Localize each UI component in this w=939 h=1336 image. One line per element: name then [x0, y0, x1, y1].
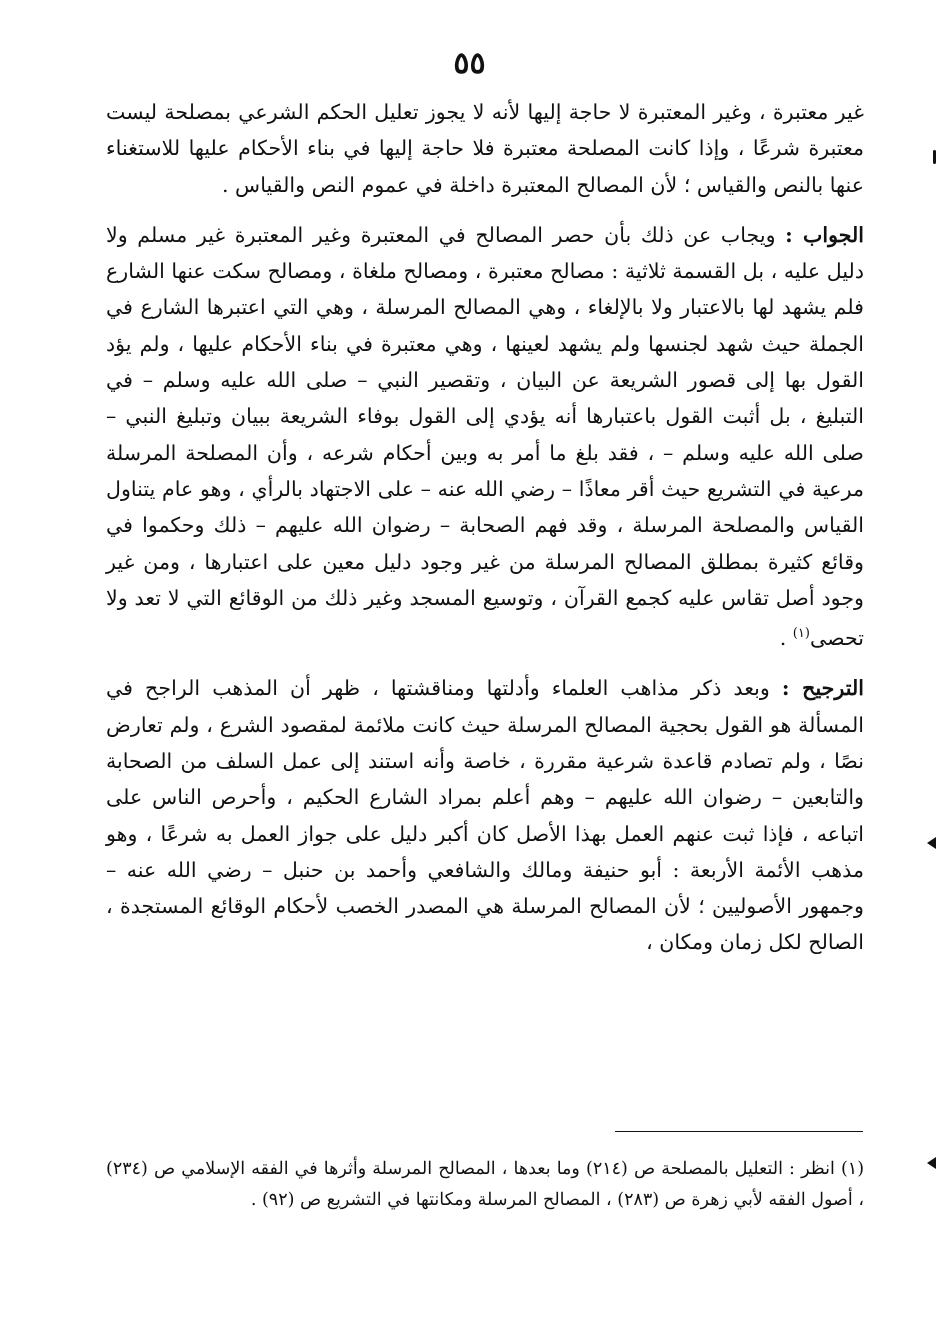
paragraph-gap	[106, 656, 864, 670]
page-number: ٥٥	[453, 46, 486, 81]
paragraph-preference	[106, 670, 864, 960]
paragraph-text: ويجاب عن ذلك بأن حصر المصالح في المعتبرة وغير المعتبرة غير مسلم ولا دليل عليه ، بل القسمة ثلاثية : مصالح معتبرة ، ومصالح ملغاة ، ومصالح سكت عنها الشارع فلم يشهد لها بالاعتبار ولا بالإلغاء ، وهي المصالح المرسلة ، وهي التي اعتبرها الشارع في الجملة حيث شهد لجنسها ولم يشهد لعينها ، وهي معتبرة في بناء الأحكام عليها ، ولم يؤد القول بها إلى قصور الشريعة عن البيان ، وتقصير النبي – صلى الله عليه وسلم – في التبليغ ، بل أثبت القول باعتبارها أنه يؤدي إلى القول بوفاء الشريعة ببيان وتبليغ النبي – صلى الله عليه وسلم – ، فقد بلغ ما أمر به وبين أحكام شرعه ، وأن المصلحة المرسلة مرعية في التشريع حيث أقر معاذًا – رضي الله عنه – على الاجتهاد بالرأي ، وهو عام يتناول القياس والمصلحة المرسلة ، وقد فهم الصحابة – رضوان الله عليهم – ذلك وحكموا في وقائع كثيرة بمطلق المصالح المرسلة من غير وجود دليل معين على اعتبارها ، ومن غير وجود أصل تقاس عليه كجمع القرآن ، وتوسيع المسجد وغير ذلك من الوقائع التي لا تعد ولا تحصى	[106, 222, 864, 651]
paragraph-tail: .	[779, 626, 793, 651]
preference-heading: الترجيح :	[781, 676, 864, 701]
paragraph-text: غير معتبرة ، وغير المعتبرة لا حاجة إليها لأنه لا يجوز تعليل الحكم الشرعي بمصلحة ليست معتبرة شرعًا ، وإذا كانت المصلحة معتبرة فلا حاجة إليها في بناء الأحكام عليها للاستغناء عنها بالنص والقياس ؛ لأن المصالح المعتبرة داخلة في عموم النص والقياس .	[106, 100, 864, 197]
footnote-reference[interactable]: (١)	[792, 626, 810, 642]
paragraph-answer	[106, 217, 864, 656]
main-text	[106, 94, 864, 961]
footnotes	[106, 1154, 864, 1216]
scan-edge-mark	[933, 150, 936, 164]
scan-margin-arrow-icon	[927, 837, 936, 849]
footnote-divider	[615, 1131, 863, 1132]
paragraph-text: وبعد ذكر مذاهب العلماء وأدلتها ومناقشتها ، ظهر أن المذهب الراجح في المسألة هو القول بحجية المصالح المرسلة حيث كانت ملائمة لمقصود الشرع ، ولم تعارض نصًا ، ولم تصادم قاعدة شرعية مقررة ، خاصة وأنه استند إلى عمل السلف من الصحابة والتابعين – رضوان الله عليهم – وهم أعلم بمراد الشارع الحكيم ، وأحرص الناس على اتباعه ، فإذا ثبت عنهم العمل بهذا الأصل كان أكبر دليل على جواز العمل به شرعًا ، وهو مذهب الأئمة الأربعة : أبو حنيفة ومالك والشافعي وأحمد بن حنبل – رضي الله عنه – وجمهور الأصوليين ؛ لأن المصالح المرسلة هي المصدر الخصب لأحكام الوقائع المستجدة ، الصالح لكل زمان ومكان ،	[106, 676, 864, 955]
answer-heading: الجواب :	[785, 222, 864, 247]
paragraph-gap	[106, 203, 864, 217]
scan-margin-arrow-icon	[927, 1157, 936, 1169]
footnote-1: (١) انظر : التعليل بالمصلحة ص (٢١٤) وما بعدها ، المصالح المرسلة وأثرها في الفقه الإسلامي ص (٢٣٤) ، أصول الفقه لأبي زهرة ص (٢٨٣) ، المصالح المرسلة ومكانتها في التشريع ص (٩٢) .	[106, 1159, 865, 1210]
paragraph-continuation	[106, 94, 864, 203]
